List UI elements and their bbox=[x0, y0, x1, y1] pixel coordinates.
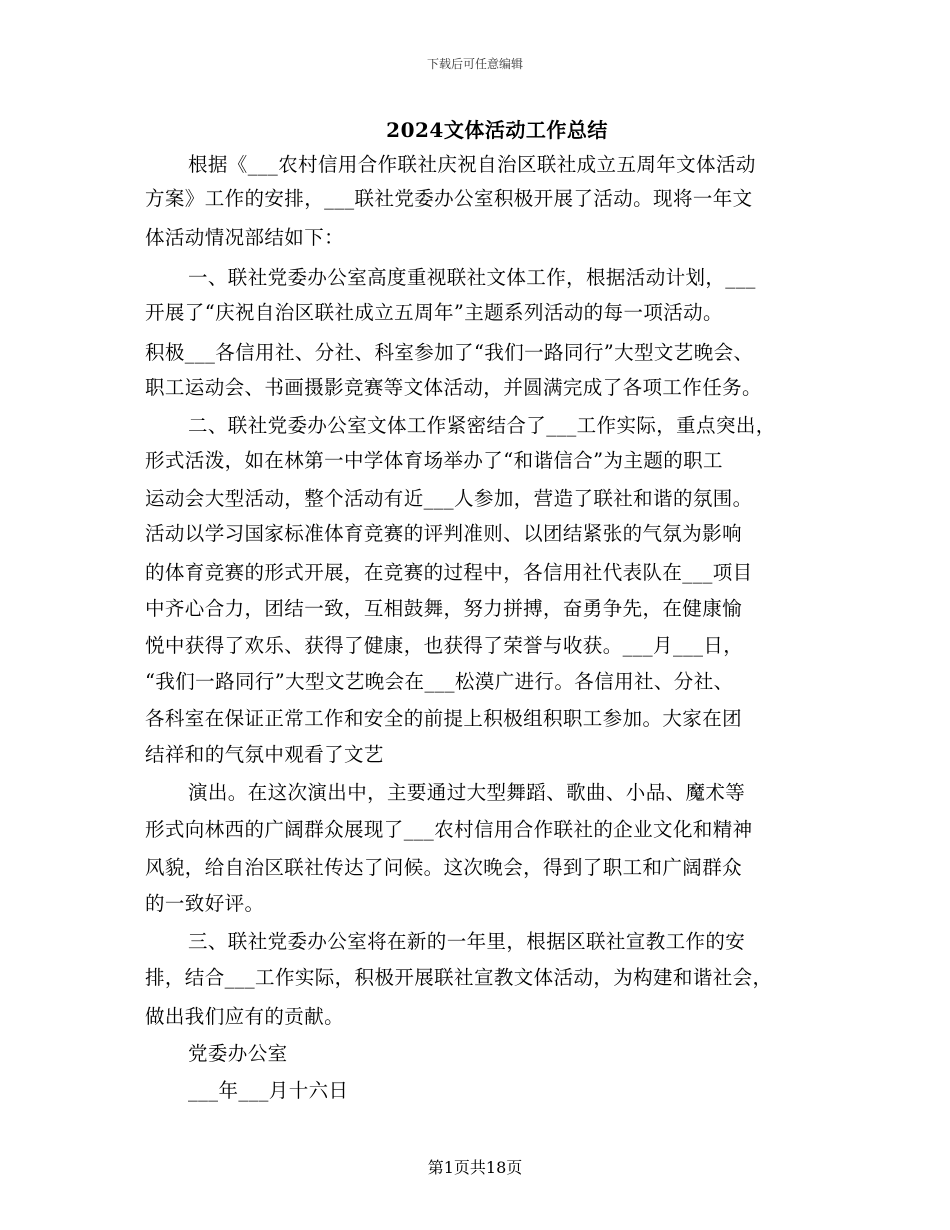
body-line: 结祥和的气氛中观看了文艺 bbox=[145, 743, 384, 766]
body-line: 活动以学习国家标准体育竞赛的评判准则、以团结紧张的气氛为影响 bbox=[145, 522, 743, 545]
body-line: 职工运动会、书画摄影竞赛等文体活动，并圆满完成了各项工作任务。 bbox=[145, 376, 762, 399]
body-line: “我们一路同行”大型文艺晚会在___松漠广进行。各信用社、分社、 bbox=[145, 670, 734, 693]
signature-date: ___年___月十六日 bbox=[188, 1079, 349, 1102]
body-line: 形式活泼，如在林第一中学体育场举办了“和谐信合”为主题的职工 bbox=[145, 449, 723, 472]
body-line: 排，结合___工作实际，积极开展联社宣教文体活动，为构建和谐社会， bbox=[145, 966, 773, 989]
header-note: 下载后可任意编辑 bbox=[426, 57, 523, 71]
body-line: 悦中获得了欢乐、获得了健康，也获得了荣誉与收获。___月___日， bbox=[145, 634, 744, 657]
body-line: 三、联社党委办公室将在新的一年里，根据区联社宣教工作的安 bbox=[188, 930, 746, 953]
body-line: 中齐心合力，团结一致，互相鼓舞，努力拼搏，奋勇争先，在健康愉 bbox=[145, 597, 743, 620]
signature-department: 党委办公室 bbox=[188, 1042, 288, 1065]
body-line: 做出我们应有的贡献。 bbox=[145, 1005, 345, 1028]
body-line: 开展了“庆祝自治区联社成立五周年”主题系列活动的每一项活动。 bbox=[145, 301, 723, 324]
body-line: 的体育竞赛的形式开展，在竞赛的过程中，各信用社代表队在___项目 bbox=[145, 561, 753, 584]
document-title: 2024文体活动工作总结 bbox=[386, 118, 608, 142]
body-line: 运动会大型活动，整个活动有近___人参加，营造了联社和谐的氛围。 bbox=[145, 487, 753, 510]
body-line: 体活动情况部结如下： bbox=[145, 226, 345, 249]
page-number: 第1页共18页 bbox=[427, 1158, 523, 1177]
body-line: 根据《___农村信用合作联社庆祝自治区联社成立五周年文体活动 bbox=[188, 153, 756, 176]
body-line: 风貌，给自治区联社传达了问候。这次晚会，得到了职工和广阔群众 bbox=[145, 856, 743, 879]
body-line: 二、联社党委办公室文体工作紧密结合了___工作实际，重点突出， bbox=[188, 414, 776, 437]
body-line: 形式向林西的广阔群众展现了___农村信用合作联社的企业文化和精神 bbox=[145, 818, 753, 841]
body-line: 一、联社党委办公室高度重视联社文体工作，根据活动计划，___ bbox=[188, 266, 756, 289]
body-line: 各科室在保证正常工作和安全的前提上积极组积职工参加。大家在团 bbox=[145, 707, 743, 730]
body-line: 演出。在这次演出中，主要通过大型舞蹈、歌曲、小品、魔术等 bbox=[188, 781, 746, 804]
body-line: 的一致好评。 bbox=[145, 892, 265, 915]
body-line: 积极___各信用社、分社、科室参加了“我们一路同行”大型文艺晚会、 bbox=[145, 341, 754, 364]
body-line: 方案》工作的安排，___联社党委办公室积极开展了活动。现将一年文 bbox=[145, 187, 753, 210]
